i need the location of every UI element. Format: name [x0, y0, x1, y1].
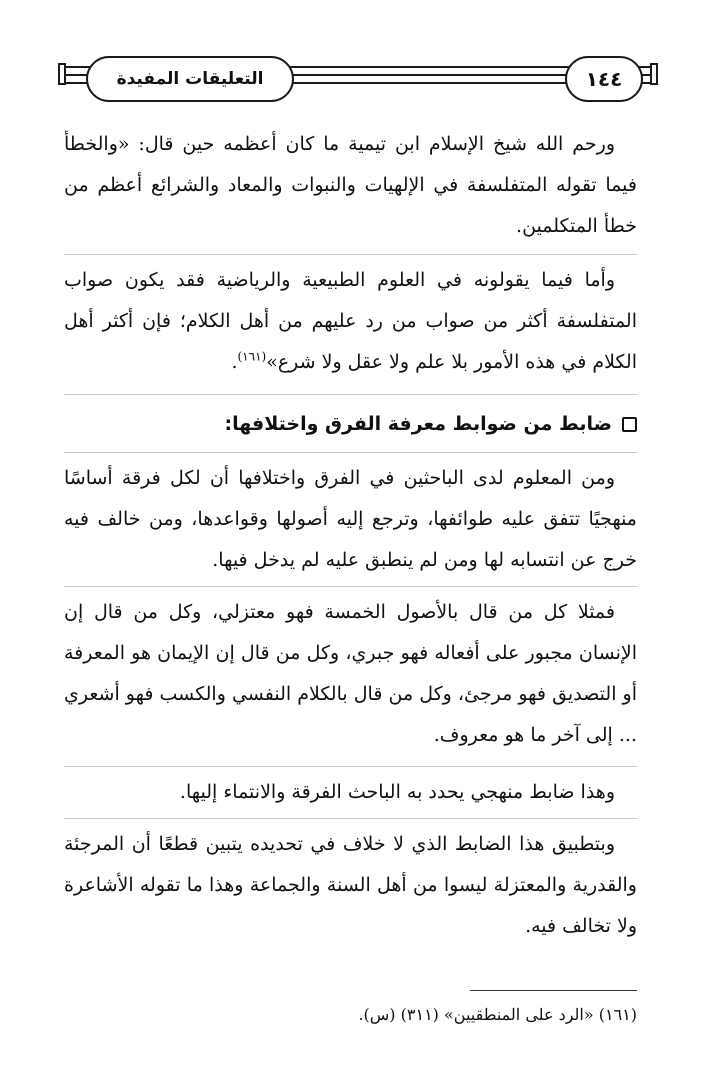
- running-header: [0, 0, 703, 120]
- paragraph-1: ورحم الله شيخ الإسلام ابن تيمية ما كان أعظمه حين قال: «والخطأ فيما تقوله المتفلسفة في الإلهيات والنبوات والمعاد والشرائع أعظم من خطأ المتكلمين.: [64, 133, 637, 237]
- paragraph-separator: [64, 766, 637, 767]
- paragraph-4: فمثلا كل من قال بالأصول الخمسة فهو معتزلي، وكل من قال إن الإنسان مجبور على أفعاله فهو جبري، وكل من قال إن الإيمان هو المعرفة أو التصديق فهو مرجئ، وكل من قال بالكلام النفسي والكسب فهو أشعري ... إلى آخر ما هو معروف.: [64, 601, 637, 746]
- paragraph-6: وبتطبيق هذا الضابط الذي لا خلاف في تحديده يتبين قطعًا أن المرجئة والقدرية والمعتزلة ليسوا من أهل السنة والجماعة وهذا ما تقوله الأشاعرة ولا تخالف فيه.: [64, 833, 637, 937]
- paragraph-separator: [64, 818, 637, 819]
- running-title: التعليقات المفيدة: [86, 56, 294, 102]
- header-left-bracket: [58, 63, 66, 85]
- paragraph-2-end: .: [231, 351, 238, 373]
- paragraph-separator: [64, 254, 637, 255]
- footnote: (١٦١) «الرد على المنطقيين» (٣١١) (س).: [358, 1005, 637, 1024]
- paragraph-3: ومن المعلوم لدى الباحثين في الفرق واختلافها أن لكل فرقة أساسًا منهجيًا تتفق عليه طوائفها، وترجع إليه أصولها وقواعدها، ومن خالف فيه خرج عن انتسابه لها ومن لم ينطبق عليه لم يدخل فيها.: [64, 467, 637, 571]
- checkbox-bullet-icon: [622, 417, 637, 432]
- footnote-reference: (١٦١): [237, 349, 267, 364]
- page-number: ١٤٤: [565, 56, 643, 102]
- section-heading-text: ضابط من ضوابط معرفة الفرق واختلافها:: [224, 413, 612, 435]
- header-right-bracket: [650, 63, 658, 85]
- paragraph-5: وهذا ضابط منهجي يحدد به الباحث الفرقة والانتماء إليها.: [179, 781, 615, 803]
- footnote-rule: [470, 990, 637, 991]
- paragraph-2-text: وأما فيما يقولونه في العلوم الطبيعية والرياضية فقد يكون صواب المتفلسفة أكثر من صواب من رد عليهم من أهل الكلام؛ فإن أكثر أهل الكلام في هذه الأمور بلا علم ولا عقل ولا شرع»: [64, 269, 637, 373]
- paragraph-separator: [64, 394, 637, 395]
- paragraph-2: [64, 260, 637, 383]
- paragraph-separator: [64, 586, 637, 587]
- section-heading: [64, 404, 637, 444]
- paragraph-separator: [64, 452, 637, 453]
